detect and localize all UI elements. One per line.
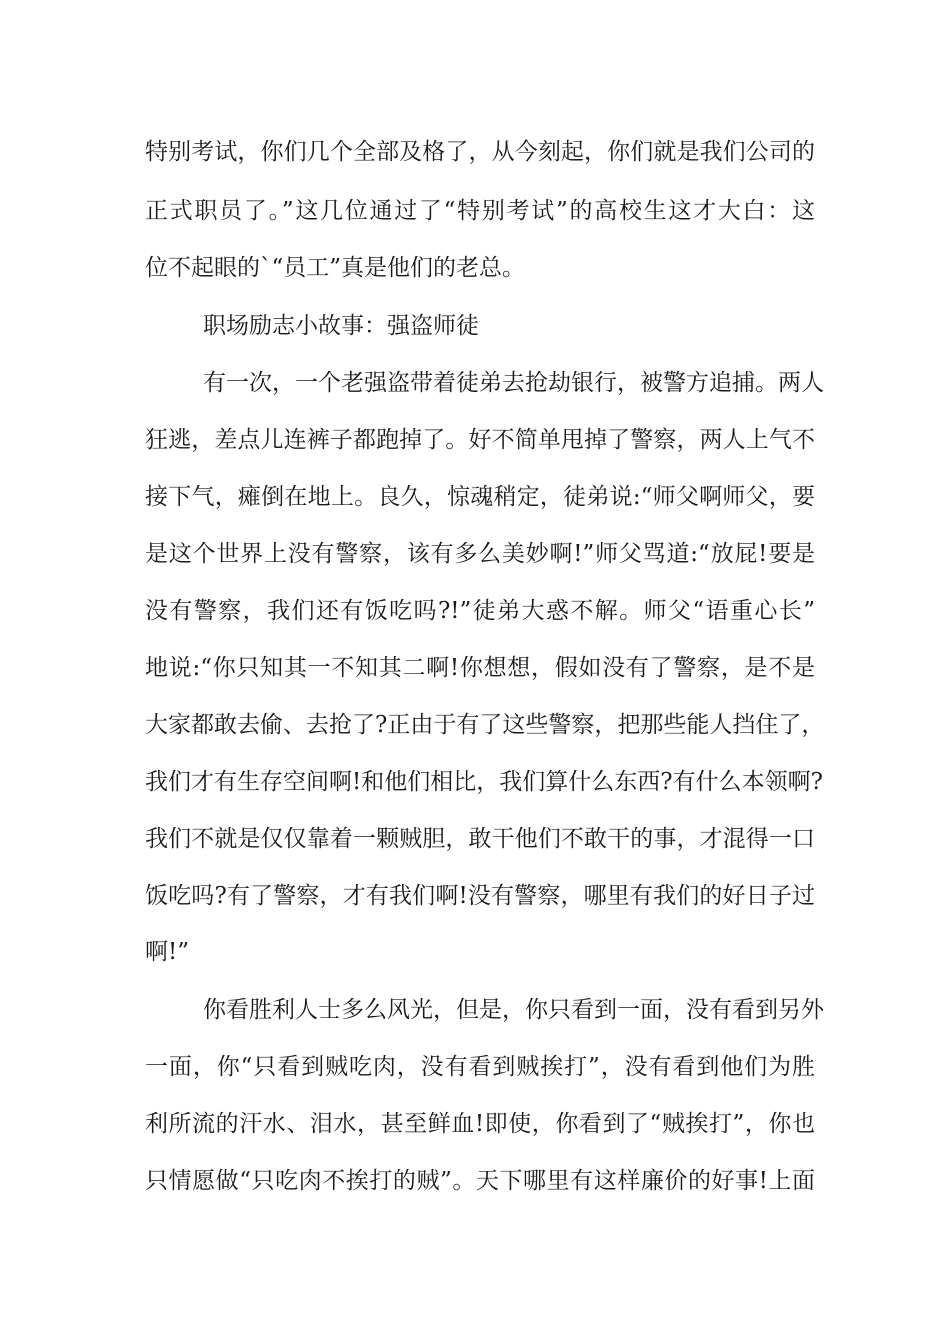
- text-line: 我们才有生存空间啊!和他们相比，我们算什么东西?有什么本领啊?: [145, 769, 823, 795]
- text-line: 我们不就是仅仅靠着一颗贼胆，敢干他们不敢干的事，才混得一口: [145, 826, 815, 852]
- text-line: 接下气，瘫倒在地上。良久，惊魂稍定，徒弟说:“师父啊师父，要: [145, 484, 815, 510]
- text-line: 有一次，一个老强盗带着徒弟去抢劫银行，被警方追捕。两人: [203, 370, 824, 396]
- text-line: 啊!”: [145, 939, 190, 965]
- text-line: 位不起眼的`“员工”真是他们的老总。: [145, 255, 526, 281]
- section-heading: 职场励志小故事：强盗师徒: [203, 313, 479, 339]
- text-line: 你看胜利人士多么风光，但是，你只看到一面，没有看到另外: [203, 997, 824, 1023]
- text-line: 狂逃，差点儿连裤子都跑掉了。好不简单甩掉了警察，两人上气不: [145, 427, 815, 453]
- text-line: 只情愿做“只吃肉不挨打的贼”。天下哪里有这样廉价的好事!上面: [145, 1168, 815, 1194]
- text-line: 一面，你“只看到贼吃肉，没有看到贼挨打”，没有看到他们为胜: [145, 1054, 815, 1080]
- text-line: 利所流的汗水、泪水，甚至鲜血!即使，你看到了“贼挨打”，你也: [145, 1111, 815, 1137]
- text-line: 地说:“你只知其一不知其二啊!你想想，假如没有了警察，是不是: [145, 655, 815, 681]
- text-line: 没有警察，我们还有饭吃吗?!”徒弟大惑不解。师父“语重心长”: [145, 598, 815, 624]
- text-line: 大家都敢去偷、去抢了?正由于有了这些警察，把那些能人挡住了，: [145, 712, 825, 738]
- text-line: 正式职员了。”这几位通过了“特别考试”的高校生这才大白：这: [145, 198, 815, 224]
- text-line: 是这个世界上没有警察，该有多么美妙啊!”师父骂道:“放屁!要是: [145, 541, 815, 567]
- text-line: 饭吃吗?有了警察，才有我们啊!没有警察，哪里有我们的好日子过: [145, 883, 815, 909]
- text-line: 特别考试，你们几个全部及格了，从今刻起，你们就是我们公司的: [145, 139, 815, 165]
